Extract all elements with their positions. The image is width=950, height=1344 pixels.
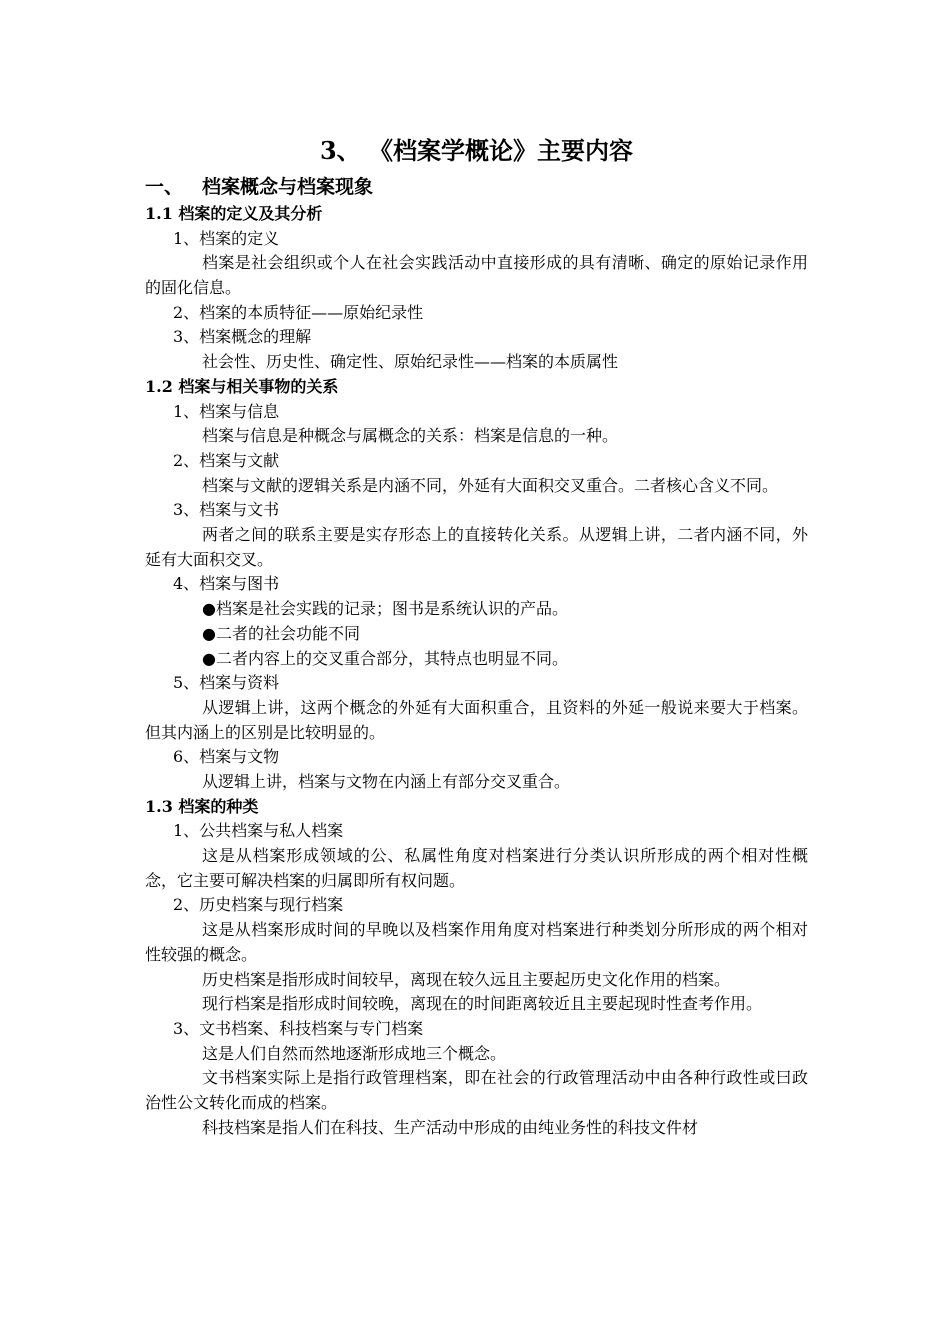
list-item: 1、档案与信息 [173,401,280,421]
chapter-number: 一、 [145,176,184,198]
list-item: 2、历史档案与现行档案 [173,895,344,915]
paragraph: 历史档案是指形成时间较早，离现在较久远且主要起历史文化作用的档案。 [202,969,731,989]
paragraph: ●档案是社会实践的记录；图书是系统认识的产品。 [202,599,568,619]
list-item: 1、档案的定义 [173,228,280,248]
paragraph: ●二者内容上的交叉重合部分，其特点也明显不同。 [202,648,568,668]
paragraph: 文书档案实际上是指行政管理档案，即在社会的行政管理活动中由各种行政性或曰政治性公文转化而成的档案。 [145,1068,808,1113]
paragraph: 从逻辑上讲，这两个概念的外延有大面积重合，且资料的外延一般说来要大于档案。但其内涵上的区别是比较明显的。 [145,697,808,742]
section-heading: 1.1 档案的定义及其分析 [145,204,323,223]
list-item: 2、档案与文献 [173,450,280,470]
list-item: 1、公共档案与私人档案 [173,821,344,841]
list-item: 3、档案概念的理解 [173,327,312,347]
list-item: 5、档案与资料 [173,673,280,693]
paragraph: 档案与文献的逻辑关系是内涵不同，外延有大面积交叉重合。二者核心含义不同。 [202,475,779,495]
paragraph: 档案是社会组织或个人在社会实践活动中直接形成的具有清晰、确定的原始记录作用的固化信息。 [145,253,808,298]
section-heading: 1.3 档案的种类 [145,796,259,816]
paragraph: 两者之间的联系主要是实存形态上的直接转化关系。从逻辑上讲，二者内涵不同，外延有大面积交叉。 [145,525,808,569]
paragraph: 这是人们自然而然地逐渐形成地三个概念。 [202,1043,507,1063]
paragraph: 这是从档案形成时间的早晚以及档案作用角度对档案进行种类划分所形成的两个相对性较强的概念。 [145,920,808,964]
list-item: 3、文书档案、科技档案与专门档案 [173,1018,424,1038]
paragraph: 社会性、历史性、确定性、原始纪录性——档案的本质属性 [202,352,619,372]
list-item: 4、档案与图书 [173,574,280,594]
list-item: 6、档案与文物 [173,747,280,767]
paragraph: ●二者的社会功能不同 [202,623,360,643]
paragraph: 科技档案是指人们在科技、生产活动中形成的由纯业务性的科技文件材 [202,1117,699,1137]
list-item: 2、档案的本质特征——原始纪录性 [173,302,424,322]
paragraph: 这是从档案形成领域的公、私属性角度对档案进行分类认识所形成的两个相对性概念，它主要可解决档案的归属即所有权问题。 [145,846,808,890]
document-title: 3、 《档案学概论》主要内容 [319,136,634,165]
section-heading: 1.2 档案与相关事物的关系 [145,376,339,396]
paragraph: 现行档案是指形成时间较晚，离现在的时间距离较近且主要起现时性查考作用。 [202,994,763,1014]
chapter-heading [145,173,808,202]
chapter-title: 档案概念与档案现象 [202,176,374,198]
document-body [145,133,808,1140]
paragraph: 档案与信息是种概念与属概念的关系：档案是信息的一种。 [202,426,619,446]
list-item: 3、档案与文书 [173,500,280,520]
paragraph: 从逻辑上讲，档案与文物在内涵上有部分交叉重合。 [202,772,571,791]
